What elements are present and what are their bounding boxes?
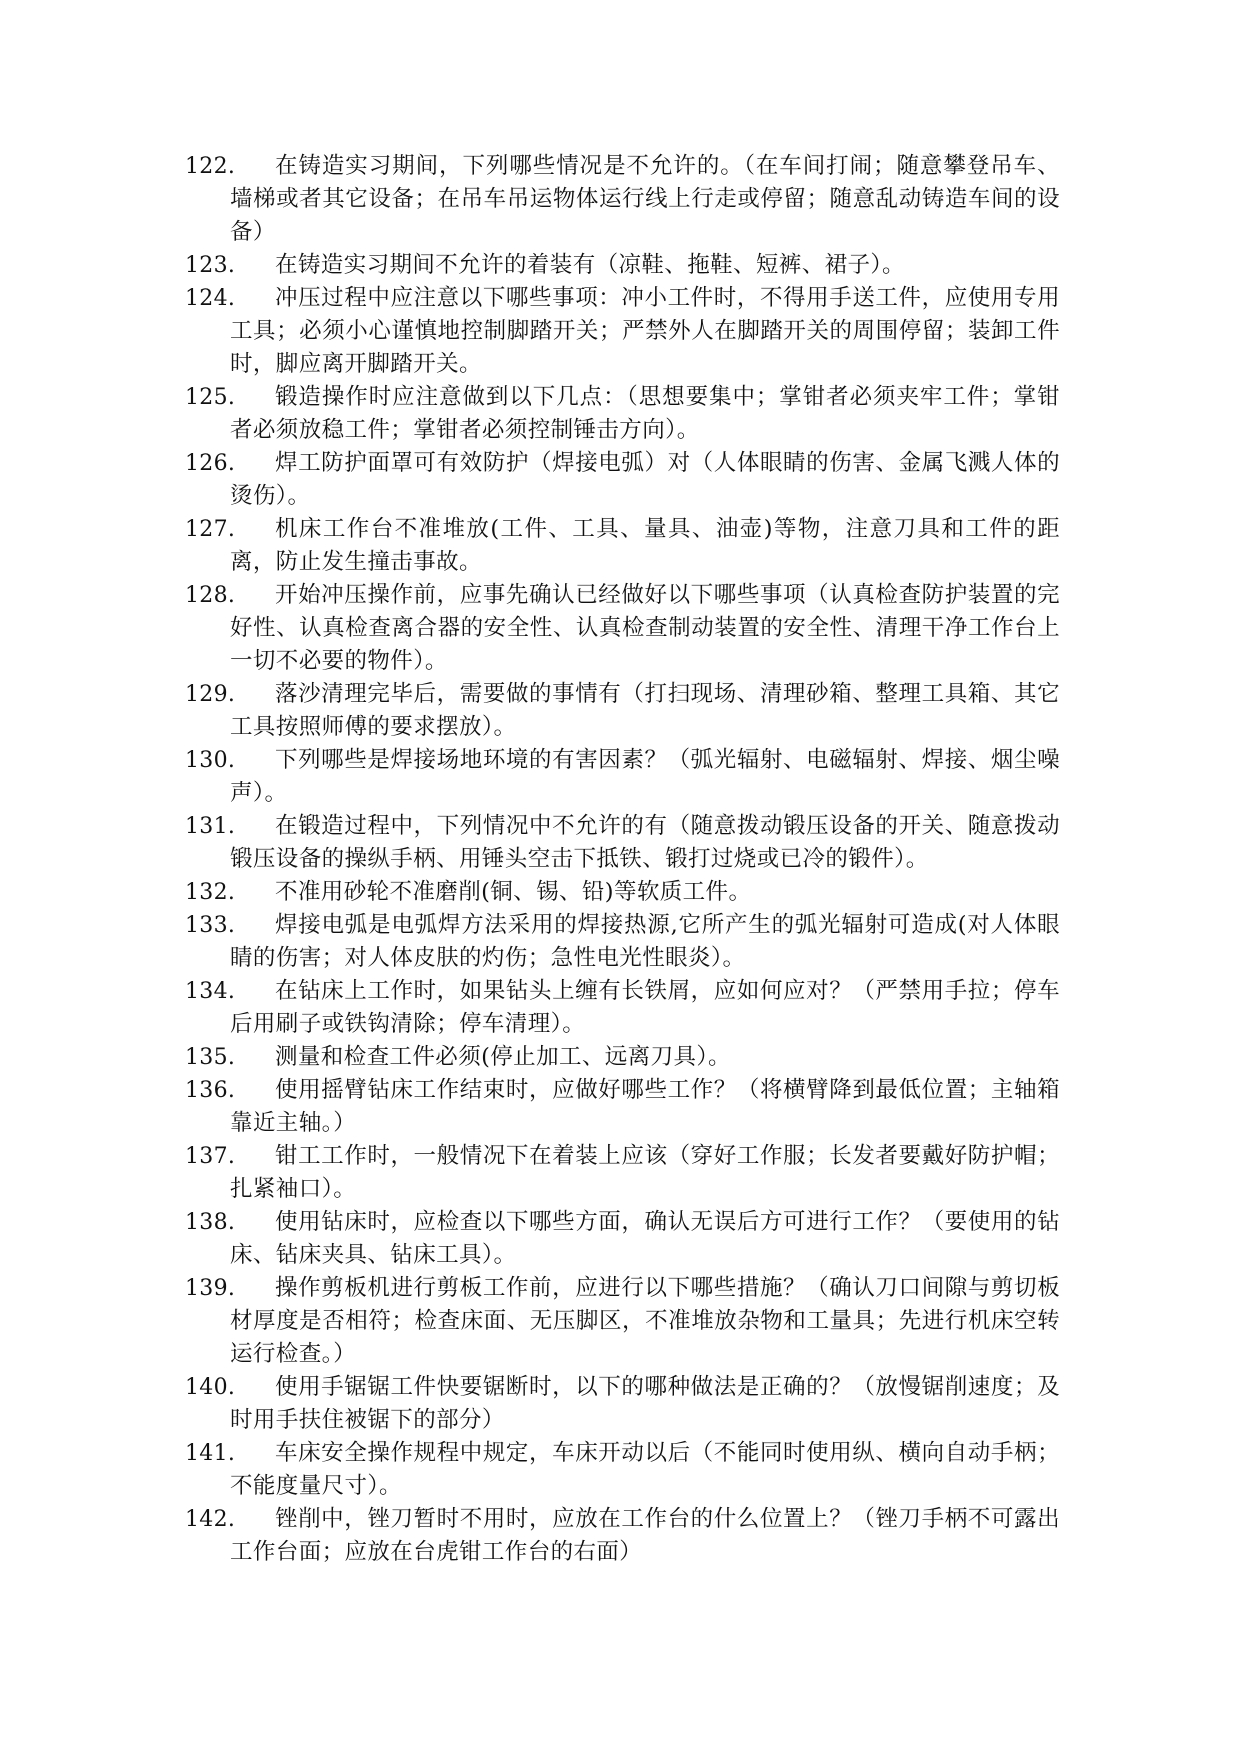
list-item <box>185 678 1060 744</box>
question-list <box>185 150 1060 1569</box>
item-number: 123. <box>185 253 236 278</box>
list-item <box>185 513 1060 579</box>
item-number: 133. <box>185 913 236 938</box>
item-text: 冲压过程中应注意以下哪些事项：冲小工件时，不得用手送工件，应使用专用工具；必须小心谨慎地控制脚踏开关；严禁外人在脚踏开关的周围停留；装卸工件时，脚应离开脚踏开关。 <box>230 285 1060 377</box>
item-number: 128. <box>185 583 236 608</box>
list-item <box>185 975 1060 1041</box>
item-number: 126. <box>185 451 236 476</box>
item-text: 下列哪些是焊接场地环境的有害因素？（弧光辐射、电磁辐射、焊接、烟尘噪声）。 <box>230 747 1060 806</box>
list-item <box>185 744 1060 810</box>
list-item <box>185 381 1060 447</box>
item-number: 127. <box>185 517 236 542</box>
item-number: 130. <box>185 748 236 773</box>
item-number: 138. <box>185 1210 236 1235</box>
item-text: 开始冲压操作前，应事先确认已经做好以下哪些事项（认真检查防护装置的完好性、认真检查离合器的安全性、认真检查制动装置的安全性、清理干净工作台上一切不必要的物件）。 <box>230 582 1060 674</box>
item-number: 125. <box>185 385 236 410</box>
list-item <box>185 810 1060 876</box>
item-number: 134. <box>185 979 236 1004</box>
list-item <box>185 447 1060 513</box>
item-text: 机床工作台不准堆放(工件、工具、量具、油壶)等物，注意刀具和工件的距离，防止发生撞击事故。 <box>230 516 1060 575</box>
list-item <box>185 1503 1060 1569</box>
item-text: 焊接电弧是电弧焊方法采用的焊接热源,它所产生的弧光辐射可造成(对人体眼睛的伤害；对人体皮肤的灼伤；急性电光性眼炎）。 <box>230 912 1060 971</box>
item-text: 锉削中，锉刀暂时不用时，应放在工作台的什么位置上？（锉刀手柄不可露出工作台面；应放在台虎钳工作台的右面） <box>230 1506 1060 1565</box>
item-number: 141. <box>185 1441 236 1466</box>
item-text: 使用摇臂钻床工作结束时，应做好哪些工作？（将横臂降到最低位置；主轴箱靠近主轴。） <box>230 1077 1060 1136</box>
list-item <box>185 1272 1060 1371</box>
item-text: 在铸造实习期间不允许的着装有（凉鞋、拖鞋、短裤、裙子）。 <box>275 252 905 278</box>
item-number: 140. <box>185 1375 236 1400</box>
item-text: 在铸造实习期间，下列哪些情况是不允许的。（在车间打闹；随意攀登吊车、墙梯或者其它设备；在吊车吊运物体运行线上行走或停留；随意乱动铸造车间的设备） <box>230 153 1060 245</box>
list-item <box>185 249 1060 282</box>
item-number: 132. <box>185 880 236 905</box>
list-item <box>185 579 1060 678</box>
item-text: 钳工工作时，一般情况下在着装上应该（穿好工作服；长发者要戴好防护帽；扎紧袖口）。 <box>230 1143 1060 1202</box>
item-text: 测量和检查工件必须(停止加工、远离刀具）。 <box>275 1044 731 1070</box>
item-text: 车床安全操作规程中规定，车床开动以后（不能同时使用纵、横向自动手柄；不能度量尺寸）。 <box>230 1440 1060 1499</box>
list-item <box>185 1206 1060 1272</box>
item-text: 在钻床上工作时，如果钻头上缠有长铁屑，应如何应对？（严禁用手拉；停车后用刷子或铁钩清除；停车清理）。 <box>230 978 1060 1037</box>
item-number: 142. <box>185 1507 236 1532</box>
item-number: 129. <box>185 682 236 707</box>
item-number: 122. <box>185 154 236 179</box>
list-item <box>185 1041 1060 1074</box>
list-item <box>185 1371 1060 1437</box>
list-item <box>185 1437 1060 1503</box>
item-text: 操作剪板机进行剪板工作前，应进行以下哪些措施？（确认刀口间隙与剪切板材厚度是否相符；检查床面、无压脚区，不准堆放杂物和工量具；先进行机床空转运行检查。） <box>230 1275 1060 1367</box>
list-item <box>185 909 1060 975</box>
item-number: 124. <box>185 286 236 311</box>
item-text: 使用手锯锯工件快要锯断时，以下的哪种做法是正确的？（放慢锯削速度；及时用手扶住被锯下的部分） <box>230 1374 1060 1433</box>
item-text: 落沙清理完毕后，需要做的事情有（打扫现场、清理砂箱、整理工具箱、其它工具按照师傅的要求摆放）。 <box>230 681 1060 740</box>
item-text: 使用钻床时，应检查以下哪些方面，确认无误后方可进行工作？（要使用的钻床、钻床夹具、钻床工具）。 <box>230 1209 1060 1268</box>
item-text: 不准用砂轮不准磨削(铜、锡、铅)等软质工件。 <box>275 879 752 905</box>
item-number: 136. <box>185 1078 236 1103</box>
item-number: 137. <box>185 1144 236 1169</box>
item-number: 139. <box>185 1276 236 1301</box>
item-text: 锻造操作时应注意做到以下几点：（思想要集中；掌钳者必须夹牢工件；掌钳者必须放稳工件；掌钳者必须控制锤击方向）。 <box>230 384 1060 443</box>
item-text: 在锻造过程中，下列情况中不允许的有（随意拨动锻压设备的开关、随意拨动锻压设备的操纵手柄、用锤头空击下抵铁、锻打过烧或已冷的锻件）。 <box>230 813 1060 872</box>
list-item <box>185 282 1060 381</box>
item-text: 焊工防护面罩可有效防护（焊接电弧）对（人体眼睛的伤害、金属飞溅人体的烫伤）。 <box>230 450 1060 509</box>
item-number: 131. <box>185 814 236 839</box>
list-item <box>185 876 1060 909</box>
list-item <box>185 150 1060 249</box>
item-number: 135. <box>185 1045 236 1070</box>
list-item <box>185 1074 1060 1140</box>
list-item <box>185 1140 1060 1206</box>
